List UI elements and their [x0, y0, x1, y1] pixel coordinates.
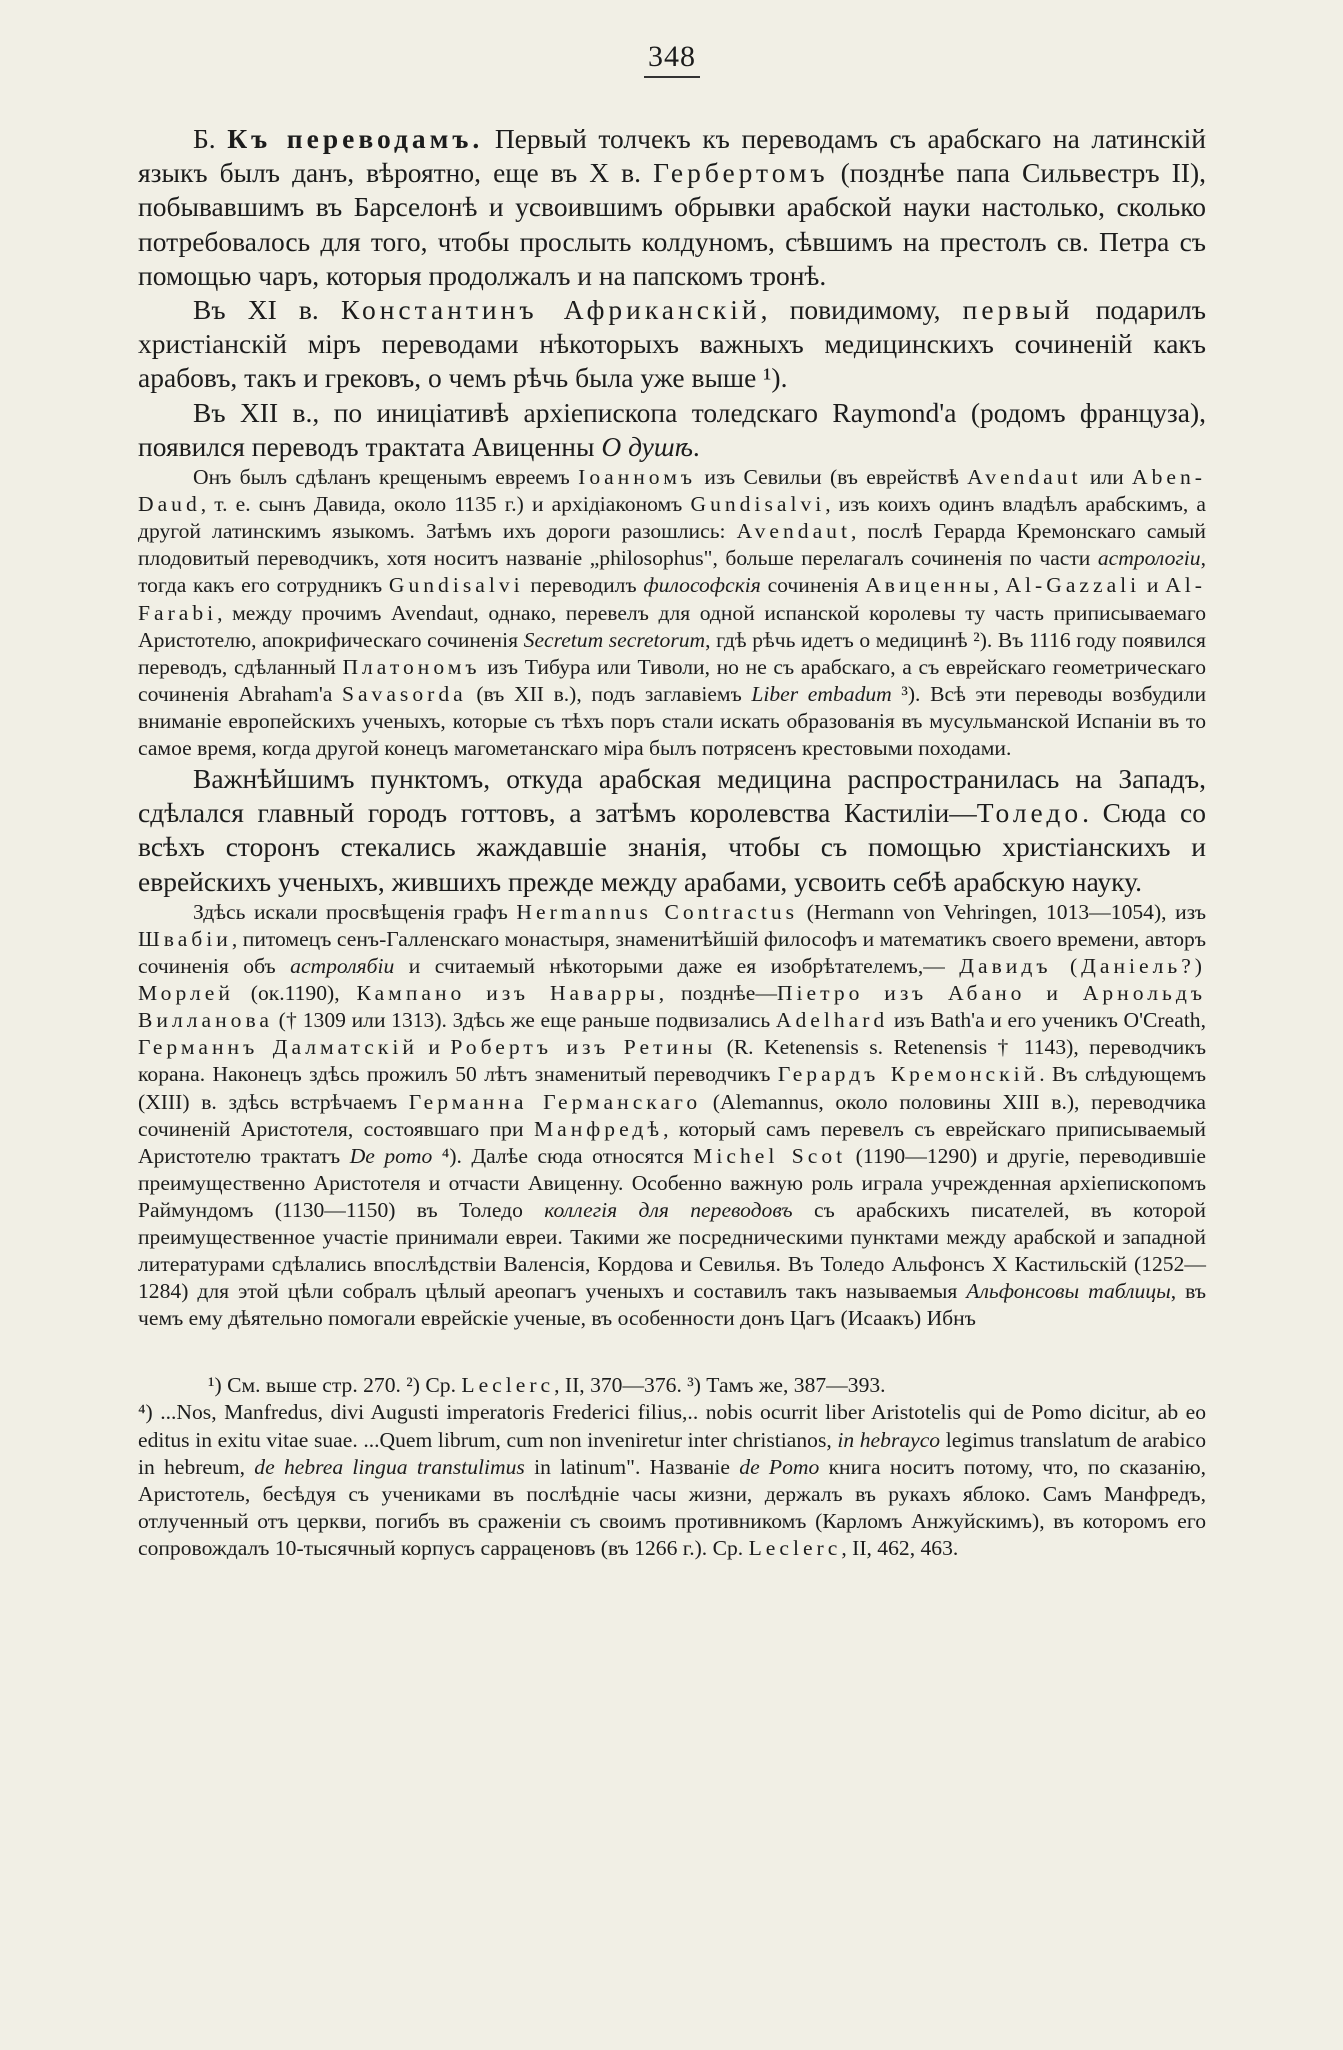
paragraph-raymond: Въ XII в., по иниціативѣ архіепископа толедскаго Raymond'а (родомъ француза), появился переводъ трактата Авиценны О душѣ. — [138, 396, 1206, 462]
footnote-4: ⁴) ...Nos, Manfredus, divi Augusti imperatoris Frederici filius,.. nobis ocurrit liber Aristotelis qui de Pomo dicitur, ab eo editus in exitu vitae suae. ...Quem librum, cum non inveniretur inter christianos, in hebrayco legimus translatum de arabico in hebreum, de hebrea lingua transtulimus in latinum". Названіе de Pomo книга носитъ потому, что, по сказанію, Аристотель, бесѣдуя съ учениками въ послѣдніе часы жизни, держалъ въ рукахъ яблоко. Самъ Манфредъ, отлученный отъ церкви, погибъ въ сраженіи съ своимъ противникомъ (Карломъ Анжуйскимъ), въ которомъ его сопровождалъ 10-тысячный корпусъ сарраценовъ (въ 1266 г.). Ср. Leclerc, II, 462, 463. — [138, 1400, 1207, 1560]
section-heading: Къ переводамъ. — [227, 123, 484, 154]
footnote-1-3: ¹) См. выше стр. 270. ²) Ср. Leclerc, II, 370—376. ³) Тамъ же, 387—393. — [208, 1373, 886, 1398]
paragraph-constantine: Въ XI в. Константинъ Африканскій, повидимому, первый подарилъ христіанскій міръ переводами нѣкоторыхъ важныхъ медицинскихъ сочиненій какъ арабовъ, такъ и грековъ, о чемъ рѣчь была уже выше ¹). — [138, 294, 1206, 394]
main-text — [138, 122, 1206, 1332]
page-number: 348 — [138, 40, 1206, 78]
footnotes — [138, 1372, 1206, 1562]
paragraph-translations-intro: Б. Къ переводамъ. Первый толчекъ къ переводамъ съ арабскаго на латинскій языкъ былъ данъ, вѣроятно, еще въ X в. Гербертомъ (позднѣе папа Сильвестръ II), побывавшимъ въ Барселонѣ и усвоившимъ обрывки арабской науки настолько, сколько потребовалось для того, чтобы прослыть колдуномъ, сѣвшимъ на престолъ св. Петра съ помощью чаръ, которыя продолжалъ и на папскомъ тронѣ. — [138, 123, 1206, 291]
paragraph-avendaut-gundisalvi: Онъ былъ сдѣланъ крещенымъ евреемъ Іоанномъ изъ Севильи (въ еврействѣ Avendaut или Aben-Daud, т. е. сынъ Давида, около 1135 г.) и архідіакономъ Gundisalvi, изъ коихъ одинъ владѣлъ арабскимъ, а другой латинскимъ языкомъ. Затѣмъ ихъ дороги разошлись: Avendaut, послѣ Герарда Кремонскаго самый плодовитый переводчикъ, хотя носитъ названіе „philosophus", больше перелагалъ сочиненія по части астрологіи, тогда какъ его сотрудникъ Gundisalvi переводилъ философскія сочиненія Авиценны, Al-Gazzali и Al-Farabi, между прочимъ Avendaut, однако, перевелъ для одной испанской королевы ту часть приписываемаго Аристотелю, апокрифическаго сочиненія Secretum secretorum, гдѣ рѣчь идетъ о медицинѣ ²). Въ 1116 году появился переводъ, сдѣланный Платономъ изъ Тибура или Тиволи, но не съ арабскаго, а съ еврейскаго геометрическаго сочиненія Abraham'а Savasorda (въ XII в.), подъ заглавіемъ Liber embadum ³). Всѣ эти переводы возбудили вниманіе европейскихъ ученыхъ, которые съ тѣхъ поръ стали искать образованія въ мусульманской Испаніи въ то самое время, когда другой конецъ магометанскаго міра былъ потрясенъ крестовыми походами. — [138, 465, 1207, 760]
book-page — [138, 40, 1206, 1562]
paragraph-scholars: Здѣсь искали просвѣщенія графъ Hermannus Contractus (Hermann von Vehringen, 1013—1054), изъ Швабіи, питомецъ сенъ-Галленскаго монастыря, знаменитѣйшій философъ и математикъ своего времени, авторъ сочиненія объ астролябіи и считаемый нѣкоторыми даже ея изобрѣтателемъ,— Давидъ (Даніель?) Морлей (ок.1190), Кампано изъ Наварры, позднѣе—Піетро изъ Абано и Арнольдъ Вилланова († 1309 или 1313). Здѣсь же еще раньше подвизались Adelhard изъ Bath'а и его ученикъ O'Creath, Германнъ Далматскій и Робертъ изъ Ретины (R. Ketenensis s. Retenensis † 1143), переводчикъ корана. Наконецъ здѣсь прожилъ 50 лѣтъ знаменитый переводчикъ Герардъ Кремонскій. Въ слѣдующемъ (XIII) в. здѣсь встрѣчаемъ Германна Германскаго (Alemannus, около половины XIII в.), переводчика сочиненій Аристотеля, состоявшаго при Манфредѣ, который самъ перевелъ съ еврейскаго приписываемый Аристотелю трактатъ De pomo ⁴). Далѣе сюда относятся Michel Scot (1190—1290) и другіе, переводившіе преимущественно Аристотеля и отчасти Авиценну. Особенно важную роль играла учрежденная архіепископомъ Раймундомъ (1130—1150) въ Толедо коллегія для переводовъ съ арабскихъ писателей, въ которой преимущественное участіе принимали евреи. Такими же посредническими пунктами между арабской и западной литературами сдѣлались впослѣдствіи Валенсія, Кордова и Севилья. Въ Толедо Альфонсъ X Кастильскій (1252—1284) для этой цѣли собралъ цѣлый ареопагъ ученыхъ и составилъ такъ называемыя Альфонсовы таблицы, въ чемъ ему дѣятельно помогали еврейскіе ученые, въ особенности донъ Цагъ (Исаакъ) Ибнъ — [138, 899, 1207, 1331]
paragraph-toledo: Важнѣйшимъ пунктомъ, откуда арабская медицина распространилась на Западъ, сдѣлался главный городъ готтовъ, а затѣмъ королевства Кастиліи—Толедо. Сюда со всѣхъ сторонъ стекались жаждавшіе знанія, чтобы съ помощью христіанскихъ и еврейскихъ ученыхъ, жившихъ прежде между арабами, усвоить себѣ арабскую науку. — [138, 763, 1206, 897]
